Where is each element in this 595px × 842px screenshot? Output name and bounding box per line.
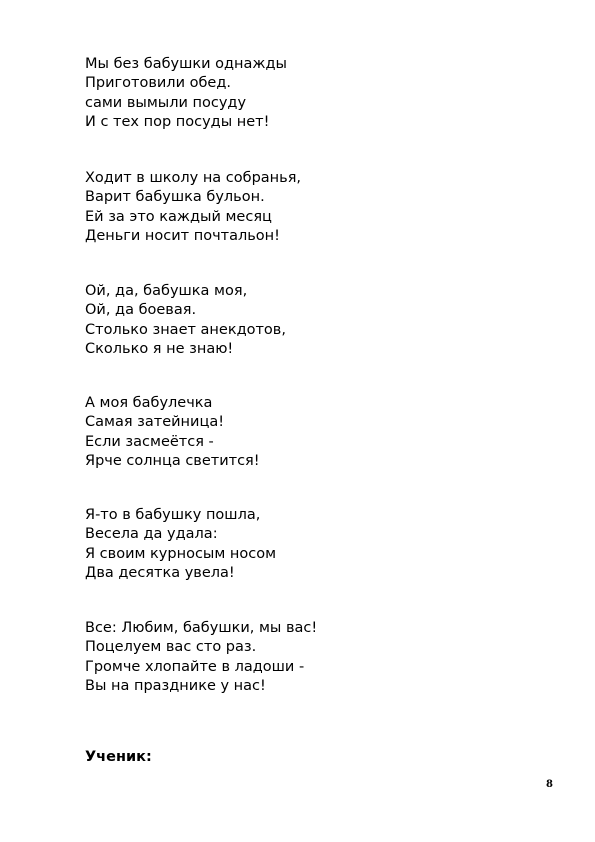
stanza-line: Деньги носит почтальон! — [85, 227, 280, 244]
stanza-4 — [85, 394, 525, 471]
stanza-5 — [85, 506, 525, 583]
speaker-label: Ученик: — [85, 749, 152, 765]
stanza-line: Ой, да боевая. — [85, 302, 197, 319]
stanza-line: Столько знает анекдотов, — [85, 321, 286, 338]
stanza-line: Если засмеётся - — [85, 433, 214, 450]
stanza-2 — [85, 169, 525, 246]
page-number: 8 — [546, 779, 553, 790]
stanza-1 — [85, 55, 525, 132]
stanza-line: Приготовили обед. — [85, 75, 231, 92]
stanza-line: Ходит в школу на собранья, — [85, 170, 302, 186]
stanza-line: Мы без бабушки однажды — [85, 56, 287, 72]
stanza-line: Громче хлопайте в ладоши - — [85, 658, 305, 675]
stanza-line: И с тех пор посуды нет! — [85, 113, 270, 130]
stanza-line: Варит бабушка бульон. — [85, 189, 265, 206]
stanza-6 — [85, 619, 525, 696]
stanza-line: Ей за это каждый месяц — [85, 208, 272, 225]
stanza-line: Два десятка увела! — [85, 564, 235, 581]
stanza-line: Поцелуем вас сто раз. — [85, 639, 257, 656]
stanza-line: Вы на празднике у нас! — [85, 677, 266, 694]
stanza-line: А моя бабулечка — [85, 395, 213, 411]
stanza-line: Я своим курносым носом — [85, 545, 277, 562]
stanza-line: Самая затейница! — [85, 414, 225, 431]
stanza-3 — [85, 282, 525, 359]
stanza-line: сами вымыли посуду — [85, 94, 247, 111]
stanza-line: Я-то в бабушку пошла, — [85, 507, 261, 523]
stanza-line: Ярче солнца светится! — [85, 452, 260, 469]
stanza-line: Сколько я не знаю! — [85, 340, 234, 357]
stanza-line: Ой, да, бабушка моя, — [85, 283, 248, 299]
stanza-line: Весела да удала: — [85, 526, 218, 543]
stanza-line: Все: Любим, бабушки, мы вас! — [85, 620, 318, 636]
